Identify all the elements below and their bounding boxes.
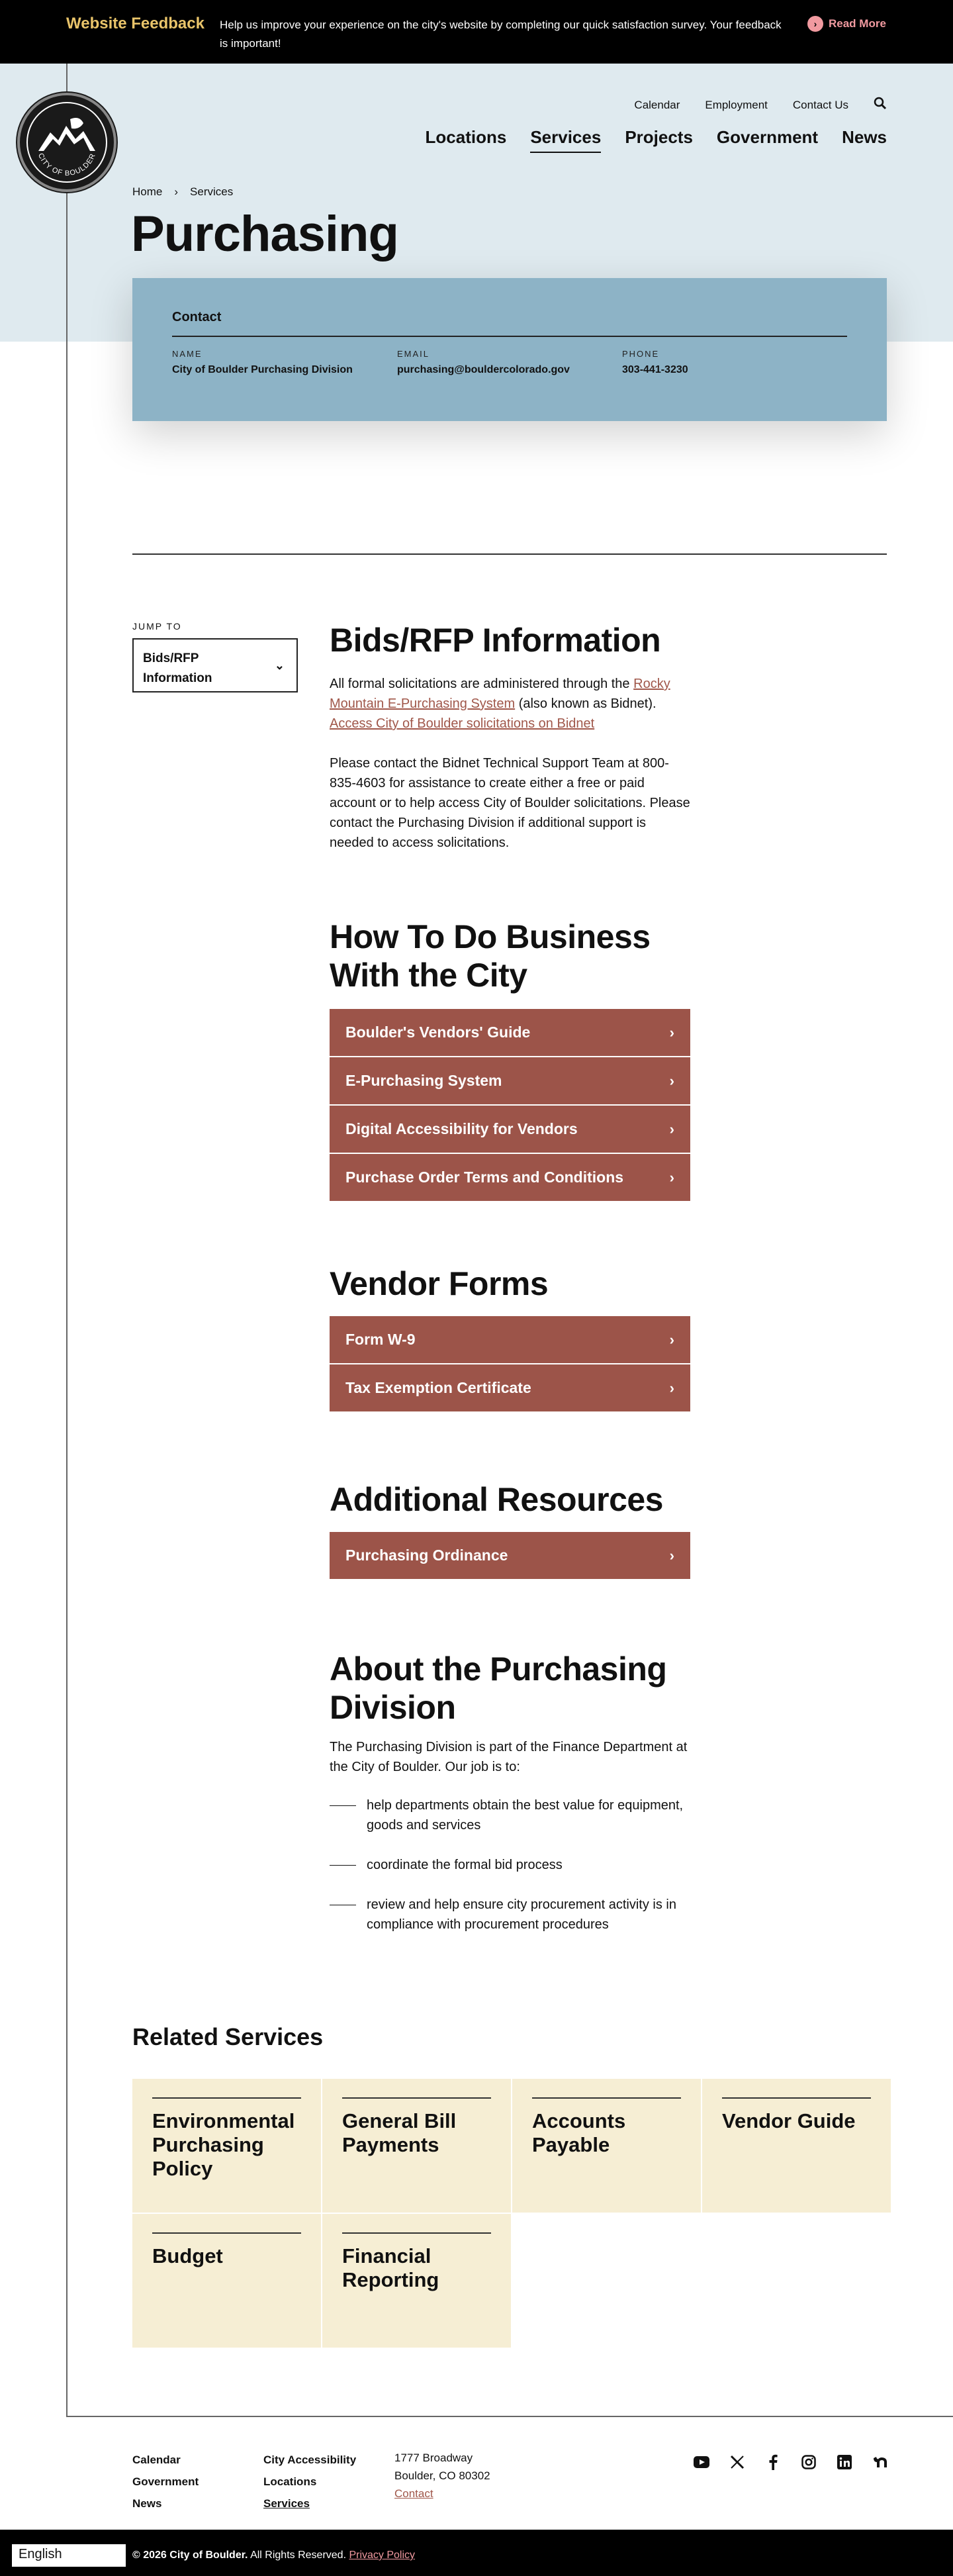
chevron-right-icon: › bbox=[669, 1024, 674, 1041]
card-title: Accounts Payable bbox=[532, 2109, 626, 2156]
contact-phone[interactable]: 303-441-3230 bbox=[622, 364, 688, 375]
nextdoor-icon[interactable] bbox=[872, 2454, 888, 2470]
card-title: Vendor Guide bbox=[722, 2109, 856, 2132]
jump-to-label: JUMP TO bbox=[132, 621, 182, 632]
related-card-accounts-payable[interactable] bbox=[512, 2079, 701, 2213]
chevron-down-icon: ⌄ bbox=[274, 659, 285, 672]
breadcrumb-home[interactable]: Home bbox=[132, 185, 163, 198]
link-label: Tax Exemption Certificate bbox=[345, 1379, 531, 1396]
chevron-right-icon: › bbox=[669, 1379, 674, 1396]
bids-paragraph-1 bbox=[330, 674, 690, 734]
contact-heading: Contact bbox=[172, 310, 847, 337]
related-grid bbox=[132, 2079, 887, 2348]
list-item: review and help ensure city procurement activity is in compliance with procurement procedures bbox=[330, 1895, 690, 1934]
business-section bbox=[330, 918, 690, 1202]
contact-name-label: NAME bbox=[172, 349, 203, 359]
list-item: help departments obtain the best value for equipment, goods and services bbox=[330, 1795, 690, 1835]
breadcrumb-services[interactable]: Services bbox=[190, 185, 234, 198]
footer bbox=[0, 2417, 953, 2530]
about-intro: The Purchasing Division is part of the Finance Department at the City of Boulder. Our job is to: bbox=[330, 1740, 688, 1774]
address-line-2: Boulder, CO 80302 bbox=[394, 2469, 490, 2482]
city-logo[interactable] bbox=[17, 93, 116, 192]
footer-news[interactable]: News bbox=[132, 2497, 162, 2510]
contact-phone-label: PHONE bbox=[622, 349, 660, 359]
x-icon[interactable] bbox=[729, 2454, 745, 2470]
social-links bbox=[694, 2454, 888, 2470]
card-title: Environmental Purchasing Policy bbox=[152, 2109, 295, 2180]
purchasing-ordinance-link[interactable] bbox=[330, 1532, 690, 1580]
contact-email[interactable]: purchasing@bouldercolorado.gov bbox=[397, 364, 570, 375]
bottom-bar bbox=[0, 2530, 953, 2576]
nav-locations[interactable]: Locations bbox=[425, 127, 507, 147]
bids-p1-post: (also known as Bidnet). bbox=[515, 696, 657, 711]
link-label: Digital Accessibility for Vendors bbox=[345, 1120, 578, 1137]
resources-heading: Additional Resources bbox=[330, 1481, 663, 1518]
nav-news[interactable]: News bbox=[842, 127, 887, 147]
section-divider bbox=[132, 553, 887, 555]
chevron-right-icon: › bbox=[669, 1331, 674, 1348]
related-card-vendor-guide[interactable] bbox=[702, 2079, 891, 2213]
chevron-right-icon: › bbox=[669, 1169, 674, 1186]
vendors-guide-link[interactable] bbox=[330, 1009, 690, 1057]
city-seal-icon bbox=[24, 99, 110, 185]
feedback-banner bbox=[0, 0, 953, 64]
link-label: E-Purchasing System bbox=[345, 1072, 502, 1089]
read-more-label: Read More bbox=[829, 17, 886, 30]
footer-address bbox=[394, 2449, 490, 2503]
footer-accessibility[interactable]: City Accessibility bbox=[263, 2454, 357, 2466]
jump-to-value-line1: Bids/RFP bbox=[143, 651, 199, 665]
language-select[interactable]: English bbox=[12, 2544, 126, 2567]
related-card-budget[interactable] bbox=[132, 2214, 321, 2348]
privacy-policy-link[interactable]: Privacy Policy bbox=[349, 2550, 416, 2561]
tax-exemption-link[interactable] bbox=[330, 1364, 690, 1413]
bids-paragraph-2: Please contact the Bidnet Technical Support Team at 800-835-4603 for assistance to create either a free or paid account or to help access City of Boulder solicitations. Please contact the Purchasing Division if additional support is needed to access solicitations. bbox=[330, 756, 690, 850]
bids-p1-pre: All formal solicitations are administered through the bbox=[330, 677, 634, 691]
link-label: Form W-9 bbox=[345, 1331, 416, 1348]
list-item: coordinate the formal bid process bbox=[330, 1855, 690, 1875]
link-label: Purchase Order Terms and Conditions bbox=[345, 1169, 624, 1186]
chevron-right-icon: › bbox=[669, 1120, 674, 1137]
footer-services[interactable]: Services bbox=[263, 2497, 310, 2510]
about-list bbox=[330, 1795, 690, 1934]
po-terms-link[interactable] bbox=[330, 1154, 690, 1202]
vendor-forms-section bbox=[330, 1264, 690, 1413]
read-more-button[interactable] bbox=[807, 16, 886, 32]
youtube-icon[interactable] bbox=[694, 2454, 709, 2470]
chevron-right-icon: › bbox=[174, 185, 179, 198]
card-title: Budget bbox=[152, 2244, 223, 2267]
footer-col-2 bbox=[263, 2449, 356, 2514]
nav-government[interactable]: Government bbox=[716, 127, 819, 147]
jump-to-value-line2: Information bbox=[143, 671, 212, 685]
about-heading: About the Purchasing Division bbox=[330, 1650, 667, 1726]
related-heading: Related Services bbox=[132, 2023, 324, 2050]
chevron-right-icon: › bbox=[807, 16, 823, 32]
link-label: Purchasing Ordinance bbox=[345, 1547, 508, 1564]
related-card-financial-reporting[interactable] bbox=[322, 2214, 511, 2348]
footer-contact-link[interactable]: Contact bbox=[394, 2487, 433, 2500]
rights-text: All Rights Reserved. bbox=[248, 2550, 349, 2561]
copyright bbox=[132, 2550, 415, 2561]
logo-text: CITY OF BOULDER bbox=[36, 152, 98, 178]
rocky-mountain-link[interactable]: Rocky Mountain E-Purchasing System bbox=[330, 677, 670, 711]
instagram-icon[interactable] bbox=[801, 2454, 817, 2470]
footer-calendar[interactable]: Calendar bbox=[132, 2454, 181, 2466]
banner-text: Help us improve your experience on the city's website by completing our quick satisfaction survey. Your feedback is important! bbox=[220, 19, 782, 50]
util-nav-employment[interactable]: Employment bbox=[705, 98, 768, 111]
nav-projects[interactable]: Projects bbox=[625, 127, 693, 147]
banner-title: Website Feedback bbox=[66, 15, 204, 32]
footer-col-1 bbox=[132, 2449, 199, 2514]
vendor-forms-heading: Vendor Forms bbox=[330, 1265, 549, 1302]
e-purchasing-link[interactable] bbox=[330, 1057, 690, 1106]
decorative-line bbox=[66, 64, 68, 2417]
linkedin-icon[interactable] bbox=[837, 2454, 852, 2470]
chevron-right-icon: › bbox=[669, 1072, 674, 1089]
chevron-right-icon: › bbox=[669, 1547, 674, 1564]
copyright-text: © 2026 City of Boulder. bbox=[132, 2550, 248, 2561]
facebook-icon[interactable] bbox=[765, 2454, 781, 2470]
card-title: General Bill Payments bbox=[342, 2109, 457, 2156]
contact-email-label: EMAIL bbox=[397, 349, 430, 359]
footer-locations[interactable]: Locations bbox=[263, 2475, 317, 2488]
related-card-general-bill[interactable] bbox=[322, 2079, 511, 2213]
bidnet-link[interactable]: Access City of Boulder solicitations on Bidnet bbox=[330, 716, 595, 731]
address-line-1: 1777 Broadway bbox=[394, 2452, 473, 2464]
breadcrumb bbox=[132, 185, 233, 199]
business-heading: How To Do Business With the City bbox=[330, 918, 651, 994]
bids-section bbox=[330, 621, 690, 853]
bids-heading: Bids/RFP Information bbox=[330, 622, 661, 659]
about-section bbox=[330, 1650, 690, 1954]
main-nav bbox=[426, 127, 887, 153]
card-title: Financial Reporting bbox=[342, 2244, 439, 2291]
digital-accessibility-link[interactable] bbox=[330, 1106, 690, 1154]
page-title: Purchasing bbox=[131, 206, 398, 262]
form-w9-link[interactable] bbox=[330, 1316, 690, 1364]
jump-to-select[interactable] bbox=[132, 638, 298, 692]
link-label: Boulder's Vendors' Guide bbox=[345, 1024, 531, 1041]
nav-services[interactable]: Services bbox=[530, 127, 601, 153]
util-nav-contact[interactable]: Contact Us bbox=[792, 98, 848, 111]
search-icon[interactable] bbox=[874, 97, 887, 113]
resources-section bbox=[330, 1480, 690, 1580]
util-nav-calendar[interactable]: Calendar bbox=[634, 98, 680, 111]
contact-name: City of Boulder Purchasing Division bbox=[172, 364, 353, 375]
footer-government[interactable]: Government bbox=[132, 2475, 199, 2488]
related-card-environmental[interactable] bbox=[132, 2079, 321, 2213]
utility-nav bbox=[634, 97, 887, 113]
contact-card bbox=[132, 278, 887, 421]
